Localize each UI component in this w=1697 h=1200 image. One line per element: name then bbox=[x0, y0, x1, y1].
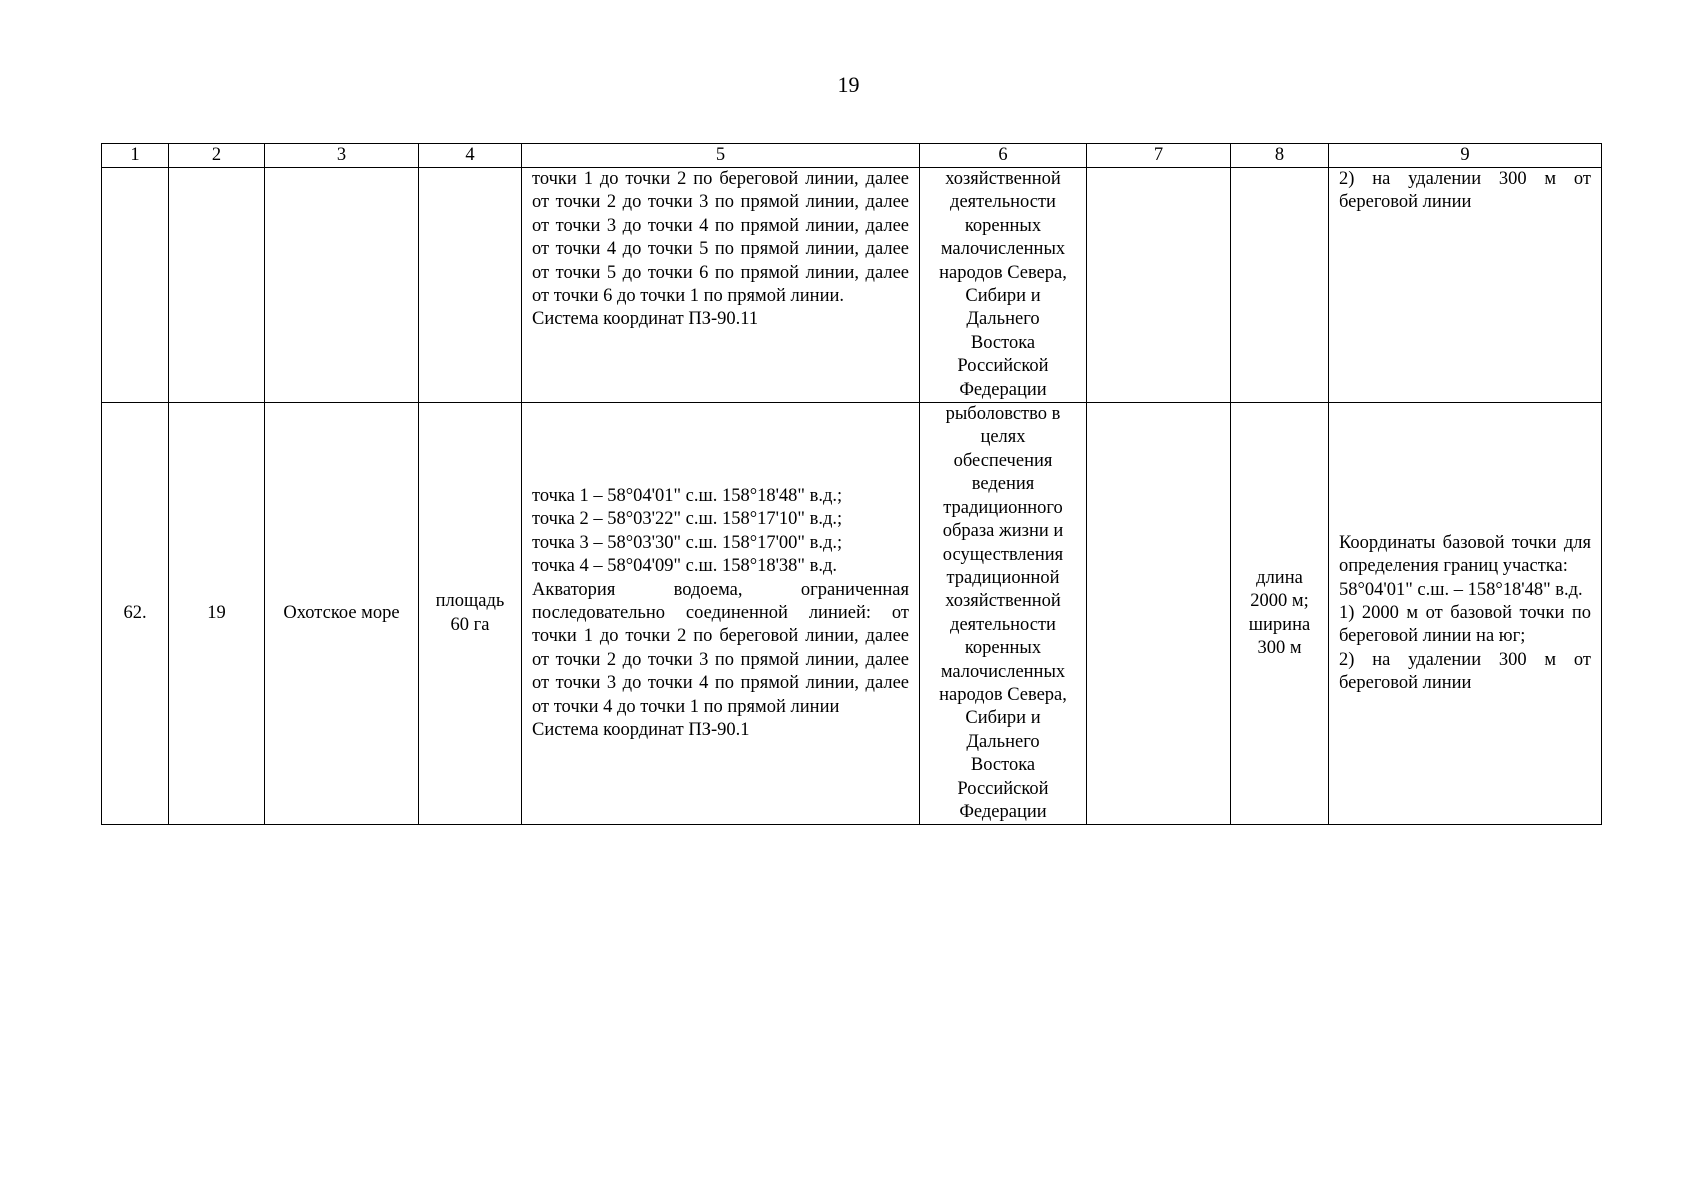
row-number-cell: 62. bbox=[102, 403, 169, 825]
purpose-line: традиционной bbox=[946, 567, 1060, 588]
dimensions-cell bbox=[1231, 403, 1329, 825]
column-7-cell bbox=[1087, 168, 1231, 403]
area-cell bbox=[419, 403, 522, 825]
page-number: 19 bbox=[837, 72, 860, 97]
header-cell-9: 9 bbox=[1329, 144, 1602, 168]
purpose-cell bbox=[920, 168, 1087, 403]
coordinate-line: точка 1 – 58°04'01" с.ш. 158°18'48" в.д.; bbox=[532, 485, 843, 506]
row-number-cell bbox=[102, 168, 169, 403]
table-header-row bbox=[102, 144, 1602, 168]
purpose-line: Федерации bbox=[959, 379, 1047, 400]
boundary-text: точки 1 до точки 2 по береговой линии, далее от точки 2 до точки 3 по прямой линии, далее от точки 3 до точки 4 по прямой линии, далее от точки 4 до точки 5 по прямой линии, далее от точки 5 до точки 6 по прямой линии, далее от точки 6 до точки 1 по прямой линии. bbox=[532, 169, 909, 307]
purpose-line: деятельности bbox=[950, 614, 1056, 635]
boundary-text: Акватория водоема, ограниченная последовательно соединенной линией: от точки 1 до точки 2 по береговой линии, далее от точки 2 до точки 3 по прямой линии, далее от точки 3 до точки 4 по прямой линии, далее от точки 4 до точки 1 по прямой линии bbox=[532, 579, 909, 717]
purpose-cell bbox=[920, 403, 1087, 825]
boundary-description-cell bbox=[522, 168, 920, 403]
purpose-line: Востока bbox=[970, 332, 1036, 353]
coordinate-line: точка 4 – 58°04'09" с.ш. 158°18'38" в.д. bbox=[532, 556, 838, 577]
purpose-line: целях bbox=[980, 427, 1026, 448]
header-cell-8: 8 bbox=[1231, 144, 1329, 168]
notes-cell bbox=[1329, 168, 1602, 403]
header-cell-6: 6 bbox=[920, 144, 1087, 168]
purpose-line: Российской bbox=[957, 778, 1049, 799]
header-cell-3: 3 bbox=[265, 144, 419, 168]
notes-line: 2) на удалении 300 м от береговой линии bbox=[1339, 169, 1591, 213]
purpose-line: рыболовство в bbox=[945, 404, 1061, 425]
purpose-line: Российской bbox=[957, 356, 1049, 377]
purpose-line: ведения bbox=[971, 474, 1035, 495]
purpose-line: коренных bbox=[964, 215, 1042, 236]
header-cell-5: 5 bbox=[522, 144, 920, 168]
header-cell-1: 1 bbox=[102, 144, 169, 168]
purpose-line: Сибири и bbox=[965, 708, 1041, 729]
table-row bbox=[102, 168, 1602, 403]
purpose-line: народов Севера, bbox=[939, 262, 1067, 283]
purpose-line: хозяйственной bbox=[945, 591, 1061, 612]
dimensions-line: длина bbox=[1256, 567, 1303, 588]
notes-cell bbox=[1329, 403, 1602, 825]
dimensions-line: 2000 м; bbox=[1250, 591, 1309, 612]
purpose-line: коренных bbox=[964, 638, 1042, 659]
purpose-line: Сибири и bbox=[965, 286, 1041, 307]
purpose-line: хозяйственной bbox=[945, 169, 1061, 189]
notes-line: 58°04'01" с.ш. – 158°18'48" в.д. bbox=[1339, 579, 1583, 600]
header-cell-7: 7 bbox=[1087, 144, 1231, 168]
area-line: площадь bbox=[435, 591, 505, 612]
section-number-cell: 19 bbox=[169, 403, 265, 825]
coordinate-system-text: Система координат ПЗ-90.11 bbox=[532, 309, 759, 330]
dimensions-cell bbox=[1231, 168, 1329, 403]
area-cell bbox=[419, 168, 522, 403]
coordinate-system-text: Система координат ПЗ-90.1 bbox=[532, 720, 750, 741]
water-body-cell: Охотское море bbox=[265, 403, 419, 825]
dimensions-line: ширина bbox=[1248, 614, 1311, 635]
column-7-cell bbox=[1087, 403, 1231, 825]
registry-table bbox=[101, 143, 1602, 825]
section-number-cell bbox=[169, 168, 265, 403]
purpose-line: деятельности bbox=[950, 192, 1056, 213]
purpose-line: Дальнего bbox=[966, 309, 1040, 330]
purpose-line: Дальнего bbox=[966, 731, 1040, 752]
notes-line: Координаты базовой точки для определения границ участка: bbox=[1339, 532, 1591, 577]
coordinate-line: точка 3 – 58°03'30" с.ш. 158°17'00" в.д.; bbox=[532, 532, 843, 553]
header-cell-2: 2 bbox=[169, 144, 265, 168]
notes-line: 2) на удалении 300 м от береговой линии bbox=[1339, 649, 1591, 694]
header-cell-4: 4 bbox=[419, 144, 522, 168]
purpose-line: традиционного bbox=[943, 497, 1063, 518]
purpose-line: малочисленных bbox=[940, 661, 1066, 682]
coordinate-line: точка 2 – 58°03'22" с.ш. 158°17'10" в.д.; bbox=[532, 509, 843, 530]
dimensions-line: 300 м bbox=[1257, 638, 1302, 659]
notes-line: 1) 2000 м от базовой точки по береговой линии на юг; bbox=[1339, 603, 1591, 647]
purpose-line: малочисленных bbox=[940, 239, 1066, 260]
table-row bbox=[102, 403, 1602, 825]
purpose-line: Востока bbox=[970, 755, 1036, 776]
area-line: 60 га bbox=[450, 614, 490, 635]
water-body-cell bbox=[265, 168, 419, 403]
purpose-line: Федерации bbox=[959, 801, 1047, 822]
purpose-line: обеспечения bbox=[953, 450, 1053, 471]
purpose-line: образа жизни и bbox=[942, 521, 1064, 542]
purpose-line: народов Севера, bbox=[939, 684, 1067, 705]
purpose-line: осуществления bbox=[942, 544, 1064, 565]
boundary-description-cell bbox=[522, 403, 920, 825]
